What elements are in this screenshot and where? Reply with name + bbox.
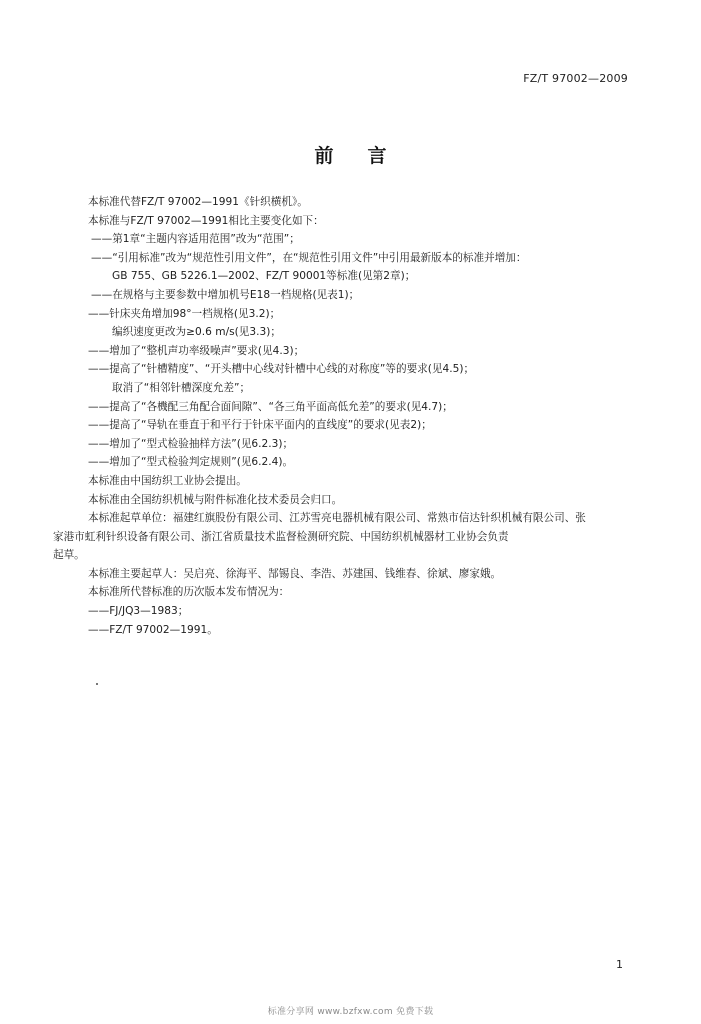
- history-item: ——FZ/T 97002—1991。: [88, 623, 218, 636]
- history-intro: 本标准所代替标准的历次版本发布情况为：: [88, 586, 290, 599]
- watermark: 标准分享网 www.bzfxw.com 免费下载: [267, 1007, 434, 1017]
- change-item: ——提高了“导轨在垂直于和平行于针床平面内的直线度”的要求(见表2)；: [88, 419, 432, 432]
- text-line: 本标准由中国纺织工业协会提出。: [88, 474, 247, 487]
- change-item-continuation: 编织速度更改为≥0.6 m/s(见3.3)；: [112, 326, 281, 339]
- change-item: ——“引用标准”改为“规范性引用文件”，在“规范性引用文件”中引用最新版本的标准并增加：: [91, 251, 527, 264]
- history-item: ——FJ/JQ3—1983；: [88, 605, 189, 618]
- drafters: 本标准主要起草人：吴启亮、徐海平、郜锡良、李浩、苏建国、钱维春、徐斌、廖家娥。: [88, 567, 502, 580]
- change-item-continuation: 取消了“相邻针槽深度允差”；: [112, 381, 251, 394]
- title-char-2: 言: [367, 145, 387, 167]
- change-item: ——增加了“整机声功率级噪声”要求(见4.3)；: [88, 344, 305, 357]
- standard-code: FZ/T 97002—2009: [523, 72, 628, 85]
- drafting-units-continuation: 家港市虹利针织设备有限公司、浙江省质量技术监督检测研究院、中国纺织机械器材工业协会负责: [53, 530, 509, 543]
- change-item: ——在规格与主要参数中增加机号E18一档规格(见表1)；: [91, 288, 360, 301]
- change-item: ——第1章“主题内容适用范围”改为“范围”；: [91, 233, 300, 246]
- drafting-units-continuation: 起草。: [53, 549, 85, 562]
- change-item: ——增加了“型式检验判定规则”(见6.2.4)。: [88, 456, 294, 469]
- change-item-continuation: GB 755、GB 5226.1—2002、FZ/T 90001等标准(见第2章)；: [112, 270, 416, 283]
- change-item: ——提高了“各機配三角配合面间隙”、“各三角平面高低允差”的要求(见4.7)；: [88, 400, 453, 413]
- page-title: [0, 141, 701, 168]
- text-line: 本标准代替FZ/T 97002—1991《针织横机》。: [88, 196, 308, 208]
- drafting-units: 本标准起草单位：福建红旗股份有限公司、江苏雪亮电器机械有限公司、常熟市信达针织机械有限公司、张: [88, 512, 586, 525]
- foreword-body: [0, 193, 701, 639]
- change-item: ——提高了“针槽精度”、“开头槽中心线对针槽中心线的对称度”等的要求(见4.5)；: [88, 363, 475, 376]
- stray-mark: [96, 683, 98, 685]
- change-item: ——针床夹角增加98°一档规格(见3.2)；: [88, 307, 281, 320]
- text-line: 本标准由全国纺织机械与附件标准化技术委员会归口。: [88, 493, 343, 506]
- text-line: 本标准与FZ/T 97002—1991相比主要变化如下：: [88, 214, 324, 227]
- page-number: 1: [616, 958, 623, 971]
- title-char-1: 前: [314, 145, 334, 167]
- change-item: ——增加了“型式检验抽样方法”(见6.2.3)；: [88, 437, 294, 450]
